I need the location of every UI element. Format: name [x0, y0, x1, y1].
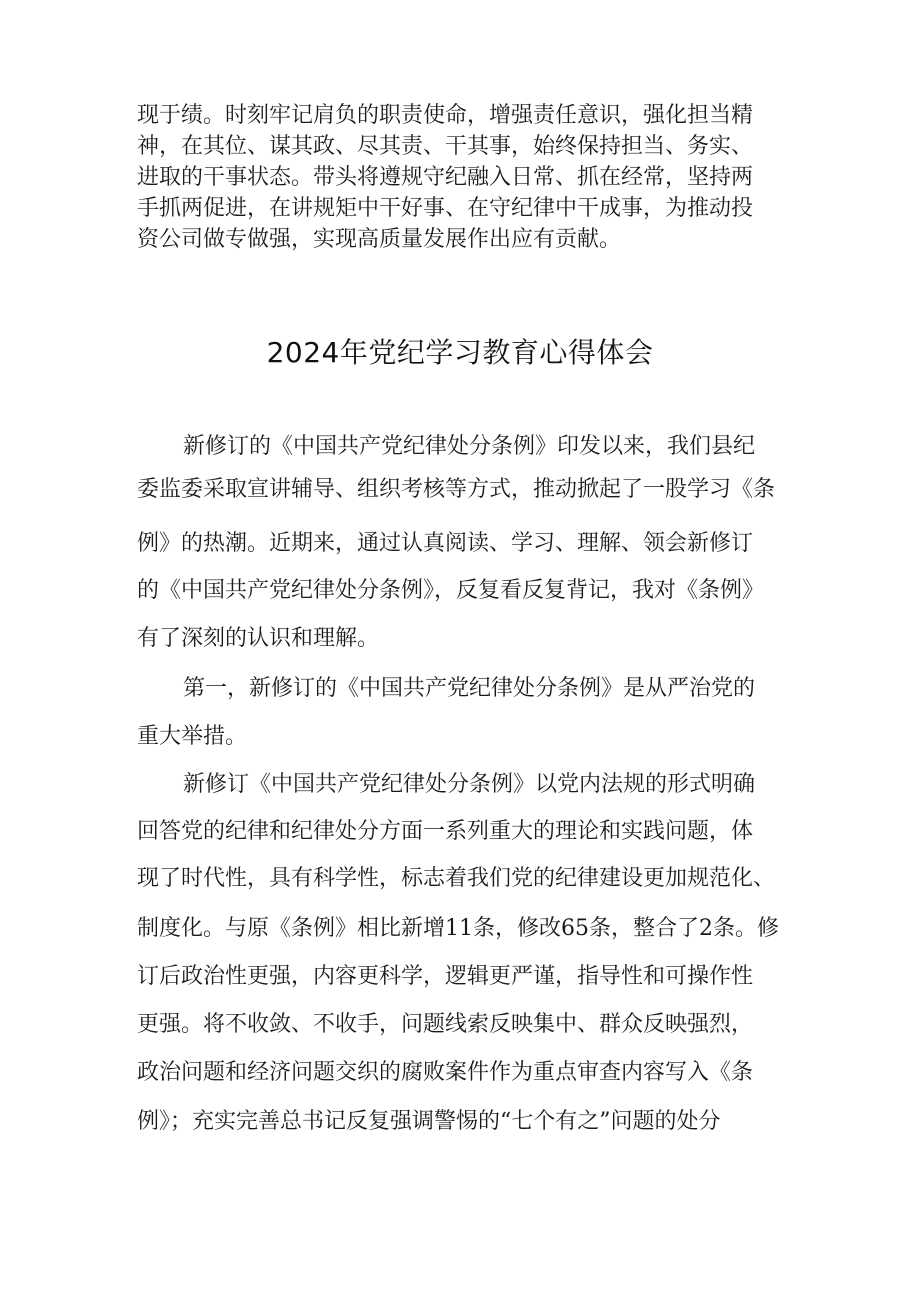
- text-line: 资公司做专做强，实现高质量发展作出应有贡献。: [137, 227, 622, 252]
- text-line: 第一，新修订的《中国共产党纪律处分条例》是从严治党的: [183, 676, 756, 701]
- text-line: 神，在其位、谋其政、尽其责、干其事，始终保持担当、务实、: [137, 134, 754, 159]
- text-line: 手抓两促进，在讲规矩中干好事、在守纪律中干成事，为推动投: [137, 196, 754, 221]
- text-line: 新修订《中国共产党纪律处分条例》以党内法规的形式明确: [183, 772, 756, 797]
- text-line: 现了时代性，具有科学性，标志着我们党的纪律建设更加规范化、: [137, 866, 776, 891]
- text-line: 例》；充实完善总书记反复强调警惕的“七个有之”问题的处分: [137, 1109, 721, 1134]
- text-line: 制度化。与原《条例》相比新增11条，修改65条，整合了2条。修: [137, 916, 779, 941]
- text-line: 例》的热潮。近期来，通过认真阅读、学习、理解、领会新修订: [137, 531, 754, 556]
- text-line: 订后政治性更强，内容更科学，逻辑更严谨，指导性和可操作性: [137, 964, 754, 989]
- text-line: 重大举措。: [137, 724, 248, 749]
- text-line: 新修订的《中国共产党纪律处分条例》印发以来，我们县纪: [183, 434, 756, 459]
- text-line: 的《中国共产党纪律处分条例》，反复看反复背记，我对《条例》: [137, 578, 765, 603]
- text-line: 现于绩。时刻牢记肩负的职责使命，增强责任意识，强化担当精: [137, 103, 754, 128]
- text-line: 更强。将不收敛、不收手，问题线索反映集中、群众反映强烈，: [137, 1012, 754, 1037]
- text-line: 进取的干事状态。带头将遵规守纪融入日常、抓在经常，坚持两: [137, 165, 754, 190]
- text-line: 政治问题和经济问题交织的腐败案件作为重点审查内容写入《条: [137, 1060, 754, 1085]
- text-line: 回答党的纪律和纪律处分方面一系列重大的理论和实践问题，体: [137, 819, 754, 844]
- article-title: 2024年党纪学习教育心得体会: [266, 336, 654, 369]
- text-line: 有了深刻的认识和理解。: [137, 626, 380, 651]
- text-line: 委监委采取宣讲辅导、组织考核等方式，推动掀起了一股学习《条: [137, 477, 776, 502]
